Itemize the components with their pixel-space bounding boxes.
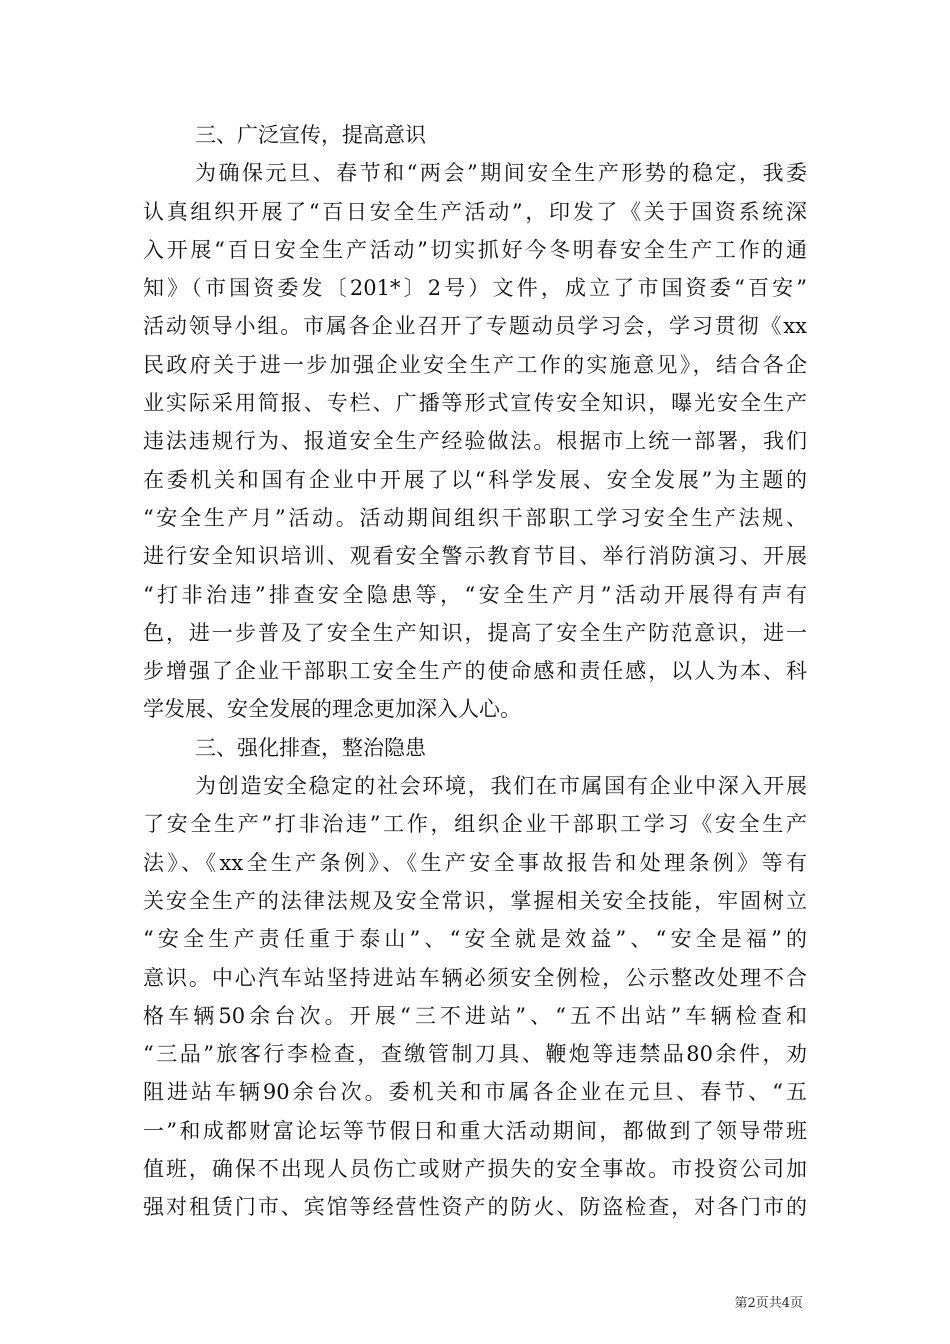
paragraph-line: 为创造安全稳定的社会环境，我们在市属国有企业中深入开展: [195, 774, 807, 799]
paragraph-line: 关安全生产的法律法规及安全常识，掌握相关安全技能，牢固树立: [143, 888, 807, 913]
paragraph-line: 业实际采用简报、专栏、广播等形式宣传安全知识，曝光安全生产: [143, 391, 807, 416]
paragraph-line: 值班，确保不出现人员伤亡或财产损失的安全事故。市投资公司加: [143, 1157, 807, 1182]
paragraph-line: “打非治违”排查安全隐患等，“安全生产月”活动开展得有声有: [143, 582, 807, 607]
document-body: [143, 116, 807, 1227]
paragraph-line: 格车辆50余台次。开展“三不进站”、“五不出站”车辆检查和: [143, 1003, 807, 1028]
page-number-footer: 第2页共4页: [734, 1296, 803, 1311]
paragraph-line: 为确保元旦、春节和“两会”期间安全生产形势的稳定，我委: [195, 161, 807, 186]
paragraph-line: 一”和成都财富论坛等节假日和重大活动期间，都做到了领导带班: [143, 1118, 807, 1143]
paragraph-line: 意识。中心汽车站坚持进站车辆必须安全例检，公示整改处理不合: [143, 965, 807, 990]
paragraph-line: 活动领导小组。市属各企业召开了专题动员学习会，学习贯彻《xx: [143, 314, 807, 339]
paragraph-line: “安全生产责任重于泰山”、“安全就是效益”、“安全是福”的: [143, 927, 807, 952]
paragraph-line: 阻进站车辆90余台次。委机关和市属各企业在元旦、春节、“五: [143, 1080, 807, 1105]
paragraph-line: “三品”旅客行李检查，查缴管制刀具、鞭炮等违禁品80余件，劝: [143, 1042, 807, 1067]
paragraph-line: 认真组织开展了“百日安全生产活动”，印发了《关于国资系统深: [143, 199, 807, 224]
section-heading-2: 三、强化排查，整治隐患: [195, 735, 426, 760]
paragraph-line: 民政府关于进一步加强企业安全生产工作的实施意见》，结合各企: [143, 352, 807, 377]
paragraph-line: 法》、《xx全生产条例》、《生产安全事故报告和处理条例》等有: [143, 850, 807, 875]
paragraph-line: 步增强了企业干部职工安全生产的使命感和责任感，以人为本、科: [143, 659, 807, 684]
paragraph-line: 学发展、安全发展的理念更加深入人心。: [143, 697, 521, 722]
paragraph-line: 入开展“百日安全生产活动”切实抓好今冬明春安全生产工作的通: [143, 237, 807, 262]
paragraph-line: 了安全生产”打非治违”工作，组织企业干部职工学习《安全生产: [143, 812, 807, 837]
paragraph-line: 知》（市国资委发〔201*〕2号）文件，成立了市国资委“百安”: [143, 276, 807, 301]
paragraph-line: 色，进一步普及了安全生产知识，提高了安全生产防范意识，进一: [143, 620, 807, 645]
paragraph-line: 强对租赁门市、宾馆等经营性资产的防火、防盗检查，对各门市的: [143, 1195, 807, 1220]
paragraph-line: “安全生产月”活动。活动期间组织干部职工学习安全生产法规、: [143, 505, 807, 530]
paragraph-line: 在委机关和国有企业中开展了以“科学发展、安全发展”为主题的: [143, 467, 807, 492]
paragraph-line: 进行安全知识培训、观看安全警示教育节目、举行消防演习、开展: [143, 544, 807, 569]
section-heading-1: 三、广泛宣传，提高意识: [195, 123, 426, 147]
paragraph-line: 违法违规行为、报道安全生产经验做法。根据市上统一部署，我们: [143, 429, 807, 454]
